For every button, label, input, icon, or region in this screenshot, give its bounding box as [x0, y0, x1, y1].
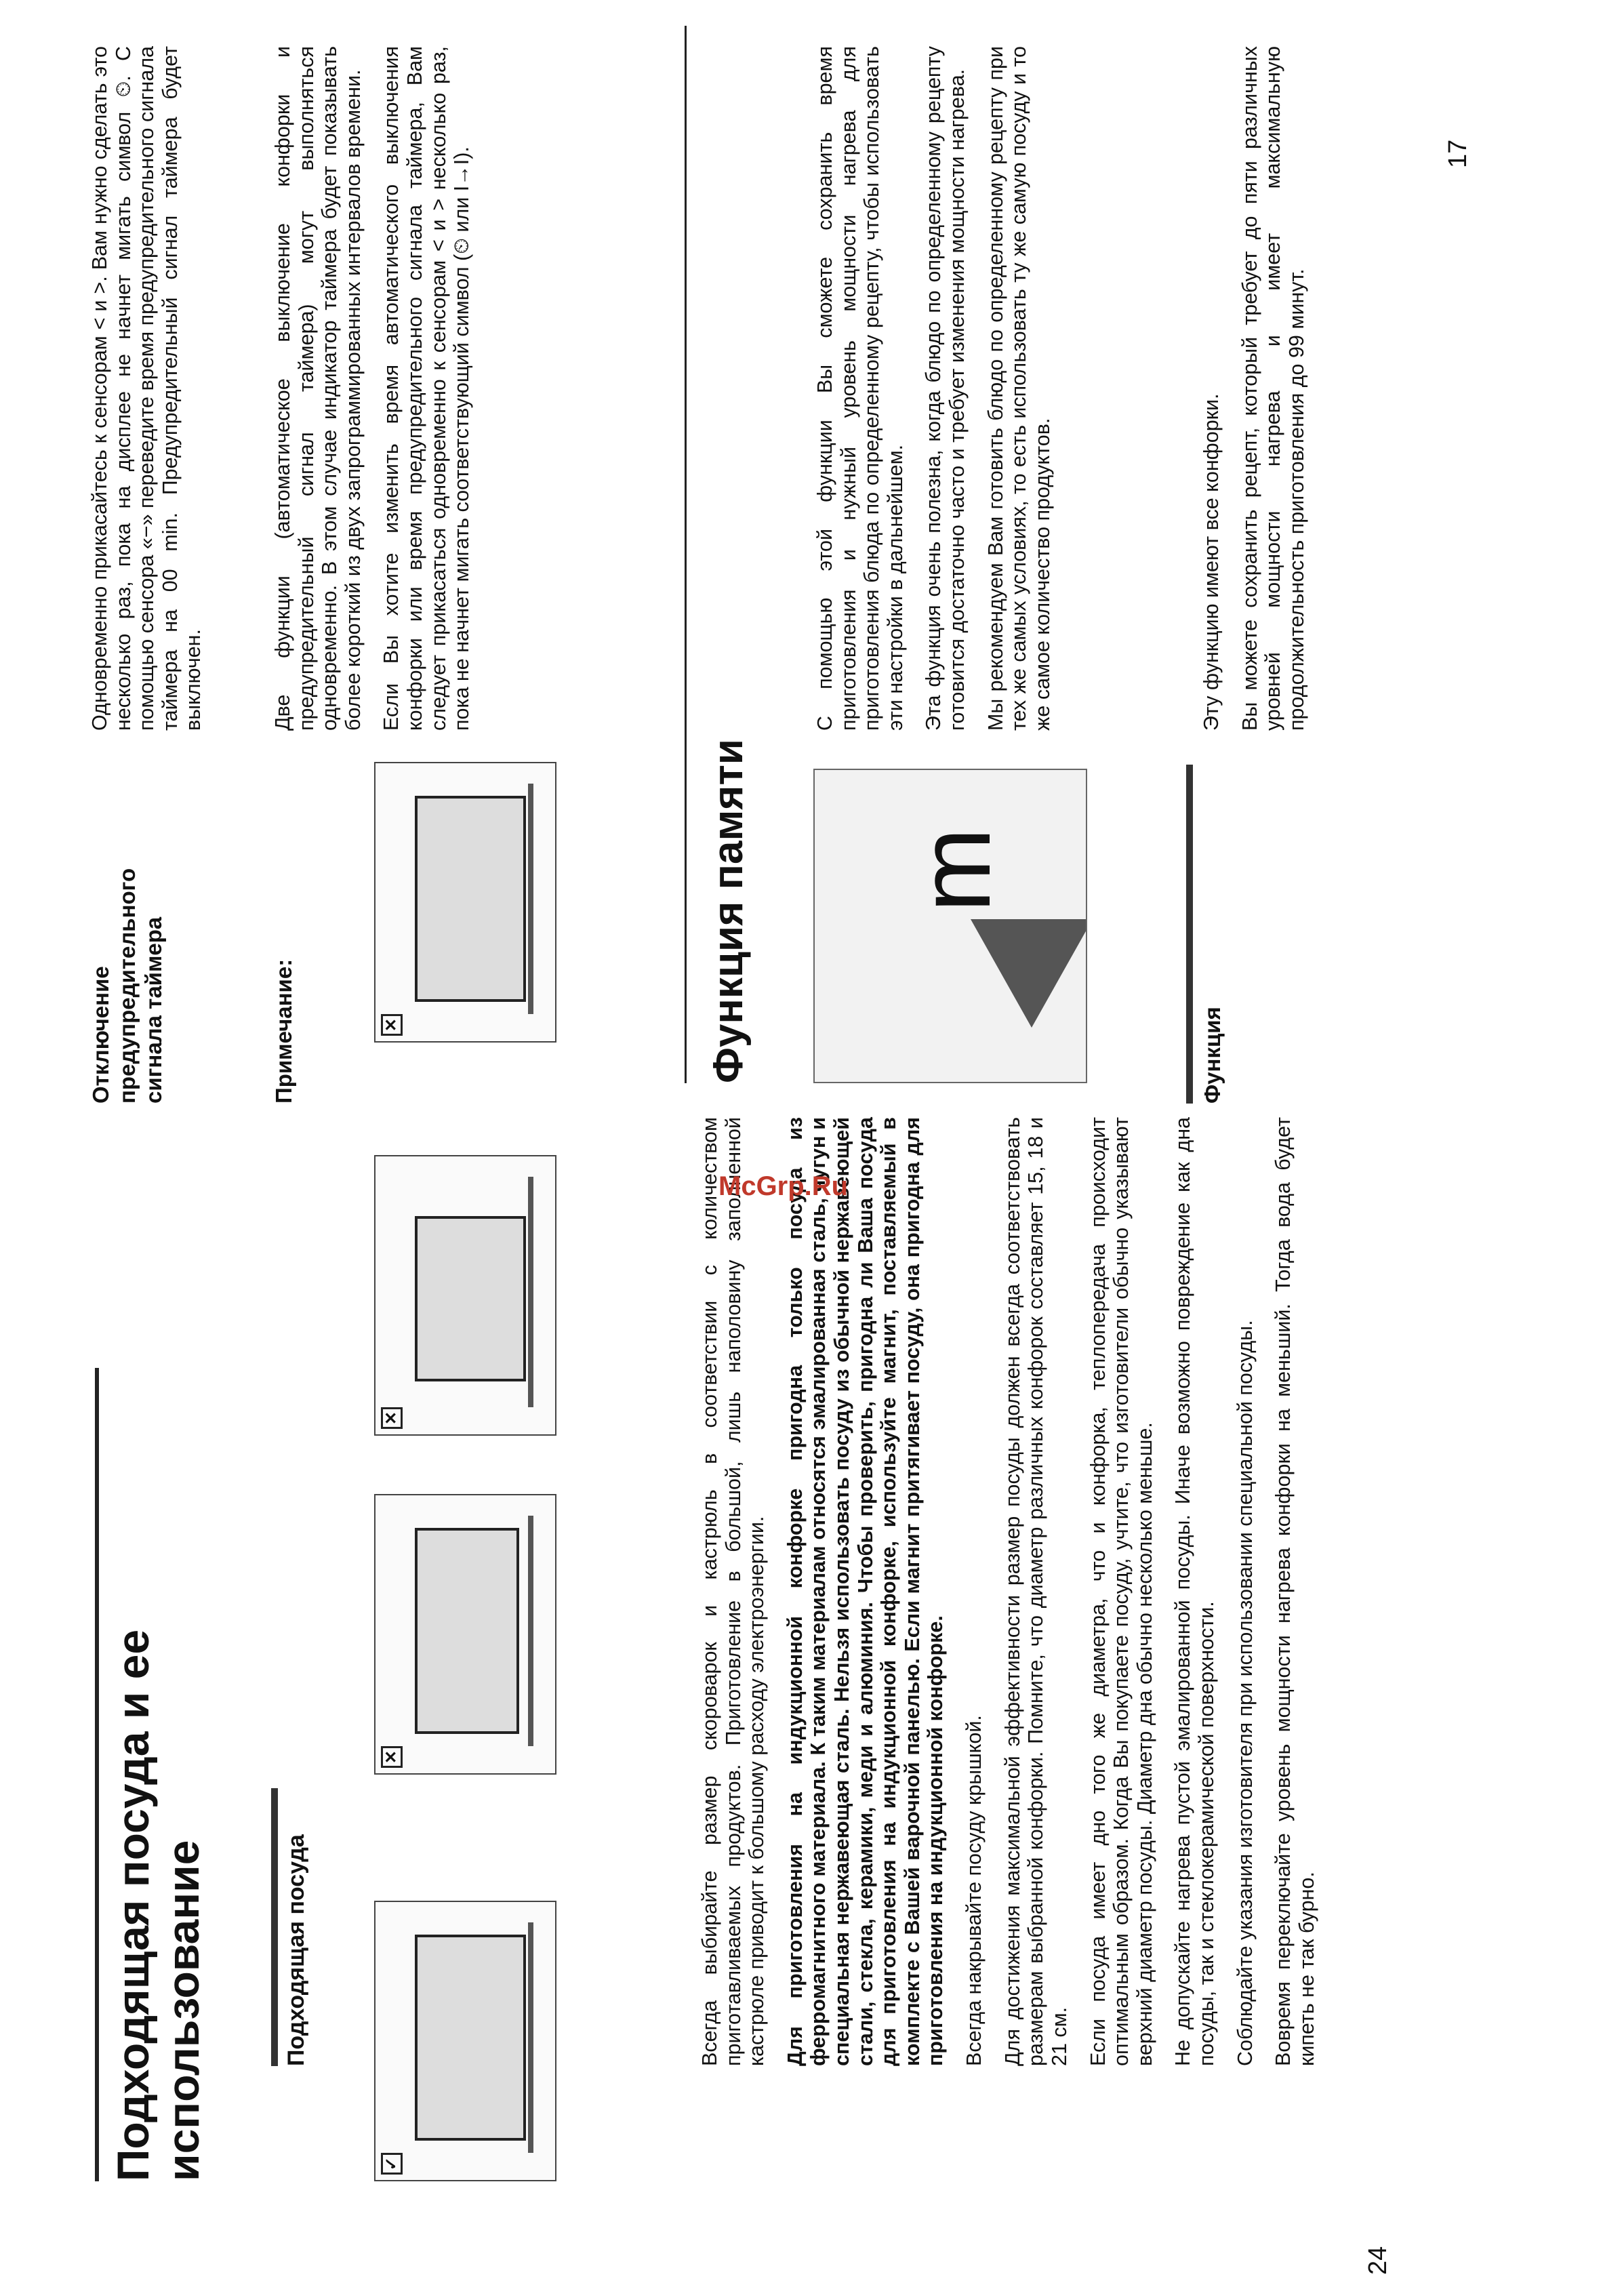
section-tab	[271, 1788, 278, 2066]
paragraph: Если Вы хотите изменить время автоматического выключения конфорки или время предупредительного сигнала таймера, Вам следует прикасаться одновременно к сенсорам < и > несколько раз, пока не начнет мигать соответствующий символ (⏲ или I→I).	[380, 46, 474, 731]
function-tab	[1186, 765, 1193, 1104]
pan-illustration-1	[374, 1901, 556, 2181]
memory-letter-m: m	[897, 828, 1011, 912]
paragraph: Вы можете сохранить рецепт, который требует до пяти различных уровней мощности нагрева и имеет максимальную продолжительность приготовления до 99 минут.	[1238, 46, 1308, 731]
title-rule	[95, 1368, 99, 2181]
paragraph: Эту функцию имеют все конфорки.	[1200, 393, 1223, 731]
paragraph	[784, 1117, 948, 2066]
paragraph: Если посуда имеет дно того же диаметра, что и конфорка, теплопередача происходит оптимальным образом. Когда Вы покупаете посуду, учтите, что изготовители обычно указывают верхний диаметр посуды. Диаметр дна обычно несколько меньше.	[1086, 1117, 1156, 2066]
pan-illustration-2	[374, 1494, 556, 1775]
cross-mark-icon: ✕	[381, 1407, 403, 1429]
section-label-suitable-cookware: Подходящая посуда	[283, 1834, 309, 2066]
paragraph: Всегда накрывайте посуду крышкой.	[962, 1715, 986, 2066]
paragraph: Две функции (автоматическое выключение конфорки и предупредительный сигнал таймера) могут выполняться одновременно. В этом случае индикатор таймера будет показывать более короткий из двух запрограммированных интервалов времени.	[271, 46, 365, 731]
pan-drawing	[375, 1902, 555, 2180]
paragraph: Вовремя переключайте уровень мощности нагрева конфорки на меньший. Тогда вода будет кипеть не так бурно.	[1272, 1117, 1318, 2066]
timer-off-label: Отключение предупредительного сигнала таймера	[88, 868, 166, 1104]
page-number-right: 17	[1444, 139, 1472, 168]
function-text	[1200, 46, 1323, 731]
left-body	[698, 1117, 1333, 2066]
cross-mark-icon: ✕	[381, 1014, 403, 1036]
page-number-left: 24	[1364, 2246, 1392, 2275]
pan-illustration-4	[374, 762, 556, 1043]
paragraph: Для достижения максимальной эффективности размер посуды должен всегда соответствовать размерам выбранной конфорки. Помните, что диаметр различных конфорок составляет 15, 18 и 21 см.	[1000, 1117, 1071, 2066]
note-text	[271, 46, 489, 731]
pan-drawing	[375, 1156, 555, 1434]
paragraph: Мы рекомендуем Вам готовить блюдо по определенному рецепту при тех же самых условиях, то есть использовать ту же самую посуду и то же самое количество продуктов.	[983, 46, 1054, 731]
left-title: Подходящая посуда и ее использование	[108, 1629, 208, 2181]
check-mark-icon: ✓	[381, 2153, 403, 2175]
memory-icon-box	[813, 769, 1087, 1083]
paragraph: Эта функция очень полезна, когда блюдо по определенному рецепту готовится достаточно часто и требует изменения мощности нагрева.	[922, 46, 969, 731]
pan-drawing	[375, 763, 555, 1041]
memory-title: Функция памяти	[705, 739, 752, 1083]
warning-triangle-icon	[815, 770, 1086, 1082]
paragraph: Всегда выбирайте размер скороварок и кастрюль в соответствии с количеством приготавливаемых продуктов. Приготовление в большой, лишь наполовину заполненной кастрюле приводит к большому расходу электроэнергии.	[698, 1117, 769, 2066]
paragraph: Соблюдайте указания изготовителя при использовании специальной посуды.	[1233, 1320, 1257, 2066]
memory-rule	[685, 26, 687, 1083]
note-label: Примечание:	[271, 958, 296, 1104]
cross-mark-icon: ✕	[381, 1746, 403, 1768]
paragraph: С помощью этой функции Вы сможете сохранить время приготовления и нужный уровень мощности нагрева для приготовления блюда по определенному рецепту, чтобы использовать эти настройки в дальнейшем.	[813, 46, 907, 731]
bold-text: Для приготовления на индукционной конфорке пригодна только посуда из ферромагнитного материала. К таким материалам относятся эмалированная сталь, чугун и специальная нержавеющая сталь. Нельзя использовать посуду из обычной нержавеющей стали, стекла, керамики, меди и алюминия. Чтобы проверить, пригодна ли Ваша посуда для приготовления на индукционной конфорке, используйте магнит, поставляемый в комплекте с Вашей варочной панелью. Если магнит притягивает посуду, она пригодна для приготовления на индукционной конфорке.	[783, 1117, 948, 2066]
timer-off-text: Одновременно прикасайтесь к сенсорам < и >. Вам нужно сделать это несколько раз, пока на дисплее не начнет мигать символ ⏲. С помощью сенсора «−» переведите время предупредительного сигнала таймера на 00 min. Предупредительный сигнал таймера будет выключен.	[88, 46, 205, 731]
pan-drawing	[375, 1495, 555, 1773]
pan-illustration-3	[374, 1155, 556, 1436]
memory-text	[813, 46, 1069, 731]
function-label: Функция	[1200, 1007, 1225, 1104]
watermark: McGrp.Ru	[718, 1171, 849, 1201]
paragraph: Не допускайте нагрева пустой эмалированной посуды. Иначе возможно повреждение как дна посуды, так и стеклокерамической поверхности.	[1171, 1117, 1218, 2066]
